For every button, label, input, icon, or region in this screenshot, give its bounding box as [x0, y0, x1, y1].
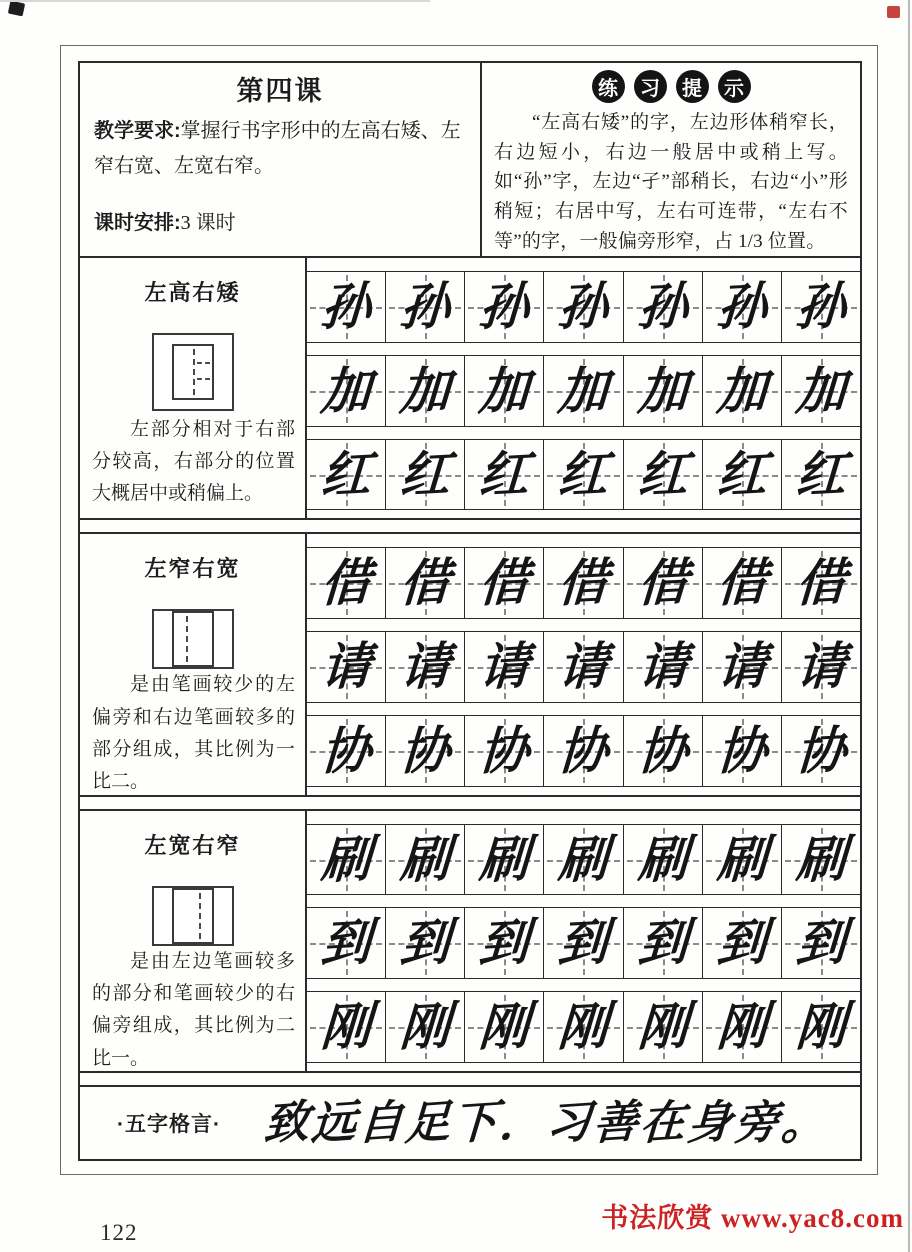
practice-row: [307, 991, 860, 1063]
practice-cell: [544, 632, 623, 702]
practice-cell: [624, 548, 703, 618]
practice-cell: [307, 908, 386, 978]
sample-character: 刚: [715, 997, 769, 1057]
tips-badge: 示: [718, 70, 751, 103]
practice-cell: [703, 632, 782, 702]
sample-character: 刷: [794, 830, 848, 889]
sample-character: 请: [556, 637, 611, 697]
section-label: 左宽右窄: [144, 832, 241, 858]
diagram-tick: [197, 378, 210, 380]
grid-spacer: [307, 534, 860, 547]
sample-character: 协: [715, 721, 769, 781]
practice-section-1: [80, 258, 860, 520]
sample-character: 刚: [319, 997, 373, 1057]
practice-grid: [307, 534, 860, 794]
diagram-inner-box: [172, 344, 214, 400]
sample-character: 协: [477, 721, 531, 781]
sample-character: 孙: [319, 277, 373, 337]
practice-cell: [386, 716, 465, 786]
practice-row: [307, 631, 860, 703]
sample-character: 请: [398, 637, 452, 697]
sample-character: 刷: [477, 830, 531, 889]
section-caption: 左部分相对于右部分较高，右部分的位置大概居中或稍偏上。: [92, 418, 295, 505]
practice-cell: [782, 908, 860, 978]
practice-cell: [624, 632, 703, 702]
maxim-character: 自: [356, 1096, 405, 1150]
practice-cell: [544, 716, 623, 786]
sample-character: 加: [636, 361, 690, 421]
sample-character: 刷: [636, 830, 690, 889]
practice-cell: [624, 825, 703, 895]
sample-character: 加: [556, 361, 611, 421]
maxim-character: 旁: [732, 1096, 781, 1150]
grid-spacer: [307, 811, 860, 824]
practice-row: [307, 907, 860, 979]
practice-cell: [624, 908, 703, 978]
page-number: 122: [100, 1220, 138, 1245]
practice-cell: [703, 908, 782, 978]
maxim-character: 善: [591, 1096, 640, 1150]
sample-character: 刚: [398, 997, 452, 1057]
practice-cell: [624, 356, 703, 426]
lesson-header: [80, 63, 860, 258]
outer-frame: [60, 45, 878, 1175]
sample-character: 到: [398, 914, 452, 973]
sample-character: 到: [556, 914, 611, 973]
sample-character: 请: [715, 637, 769, 697]
practice-cell: [624, 272, 703, 342]
sample-character: 协: [636, 721, 690, 781]
practice-tips-panel: [480, 63, 860, 256]
maxim-calligraphy: [258, 1096, 860, 1150]
practice-grid: [307, 258, 860, 518]
practice-cell: [703, 992, 782, 1062]
practice-cell: [544, 356, 623, 426]
proportion-diagram: [152, 609, 234, 669]
practice-cell: [544, 548, 623, 618]
practice-row: [307, 824, 860, 896]
practice-cell: [307, 440, 386, 510]
practice-cell: [386, 548, 465, 618]
practice-cell: [386, 908, 465, 978]
sample-character: 借: [794, 554, 848, 613]
sample-character: 刚: [556, 997, 611, 1057]
sample-character: 孙: [636, 277, 690, 337]
practice-cell: [465, 992, 544, 1062]
maxim-character: 身: [685, 1096, 734, 1150]
class-schedule-text: 3 课时: [180, 212, 236, 234]
class-schedule-label: 课时安排:: [94, 212, 181, 234]
section-caption: 是由左边笔画较多的部分和笔画较少的右偏旁组成，其比例为二比一。: [92, 950, 295, 1069]
practice-cell: [307, 272, 386, 342]
sample-character: 红: [477, 445, 531, 504]
sample-character: 孙: [556, 277, 611, 337]
grid-spacer: [307, 1063, 860, 1071]
practice-row: [307, 715, 860, 787]
sample-character: 加: [477, 361, 531, 421]
sample-character: 借: [398, 554, 452, 613]
sample-character: 借: [477, 554, 531, 613]
practice-cell: [703, 272, 782, 342]
maxim-character: 下: [450, 1096, 499, 1150]
section-side: [80, 811, 307, 1071]
section-separator: [80, 520, 860, 534]
sample-character: 协: [794, 721, 848, 781]
maxim-character: 在: [638, 1096, 687, 1150]
practice-row: [307, 547, 860, 619]
practice-cell: [307, 548, 386, 618]
section-side: [80, 534, 307, 794]
grid-spacer: [307, 619, 860, 631]
practice-cell: [782, 440, 860, 510]
sample-character: 借: [319, 554, 373, 613]
maxim-character: 远: [309, 1096, 358, 1150]
practice-cell: [624, 440, 703, 510]
sample-character: 到: [319, 914, 373, 973]
grid-spacer: [307, 510, 860, 518]
tips-badge: 练: [592, 70, 625, 103]
practice-cell: [386, 440, 465, 510]
diagram-divider-line: [186, 616, 188, 662]
sample-character: 借: [636, 554, 690, 613]
sample-character: 请: [636, 637, 690, 697]
content-frame: [78, 61, 862, 1161]
practice-grid: [307, 811, 860, 1071]
sample-character: 加: [794, 361, 848, 421]
section-label: 左窄右宽: [144, 556, 241, 582]
sample-character: 孙: [715, 277, 769, 337]
sample-character: 红: [794, 445, 848, 504]
practice-cell: [465, 272, 544, 342]
practice-cell: [386, 272, 465, 342]
practice-cell: [703, 440, 782, 510]
sample-character: 借: [715, 554, 769, 613]
practice-cell: [703, 825, 782, 895]
sample-character: 刚: [794, 997, 848, 1057]
grid-spacer: [307, 427, 860, 439]
section-label: 左高右矮: [144, 280, 241, 306]
sample-character: 红: [636, 445, 690, 504]
grid-spacer: [307, 979, 860, 991]
maxim-character: 致: [262, 1096, 311, 1150]
scan-smudge-topleft: [8, 1, 25, 17]
practice-cell: [624, 716, 703, 786]
practice-cell: [782, 825, 860, 895]
practice-section-2: [80, 534, 860, 796]
sample-character: 到: [477, 914, 531, 973]
sample-character: 协: [398, 721, 452, 781]
practice-cell: [465, 356, 544, 426]
section-side: [80, 258, 307, 518]
sample-character: 加: [398, 361, 452, 421]
teaching-requirements-label: 教学要求:: [94, 120, 181, 142]
practice-cell: [307, 716, 386, 786]
sample-character: 红: [556, 445, 611, 504]
diagram-divider-line: [199, 893, 201, 939]
diagram-inner-box: [172, 611, 214, 667]
sample-character: 协: [556, 721, 611, 781]
sample-character: 刷: [715, 830, 769, 889]
practice-cell: [465, 632, 544, 702]
maxim-character: 。: [779, 1096, 828, 1150]
sample-character: 加: [715, 361, 769, 421]
sample-character: 红: [715, 445, 769, 504]
practice-cell: [307, 825, 386, 895]
tips-text: “左高右矮”的字，左边形体稍窄长，右边短小，右边一般居中或稍上写。如“孙”字，左边“孑”部稍长，右边“小”形稍短；右居中写，左右可连带，“左右不等”的字，一般偏旁形窄，占 1/3 位置。: [494, 112, 848, 252]
sample-character: 加: [319, 361, 373, 421]
diagram-inner-box: [172, 888, 214, 944]
sample-character: 请: [794, 637, 848, 697]
sample-character: 到: [794, 914, 848, 973]
practice-cell: [465, 548, 544, 618]
sample-character: 到: [636, 914, 690, 973]
practice-cell: [544, 825, 623, 895]
practice-cell: [703, 716, 782, 786]
practice-cell: [544, 908, 623, 978]
maxim-character: ．: [497, 1096, 546, 1150]
maxim-character: 习: [544, 1096, 593, 1150]
sample-character: 刷: [556, 830, 611, 889]
practice-cell: [465, 716, 544, 786]
practice-cell: [386, 356, 465, 426]
tips-badge-row: [494, 70, 848, 103]
sample-character: 刷: [319, 830, 373, 889]
lesson-info-panel: [80, 63, 480, 256]
lesson-title: 第四课: [236, 76, 324, 106]
grid-spacer: [307, 343, 860, 355]
practice-row: [307, 271, 860, 343]
watermark: 书法欣赏 www.yac8.com: [601, 1203, 904, 1233]
practice-cell: [307, 356, 386, 426]
practice-cell: [465, 908, 544, 978]
maxim-label: ·五字格言·: [117, 1113, 221, 1137]
sample-character: 刚: [477, 997, 531, 1057]
maxim-character: 足: [403, 1096, 452, 1150]
practice-cell: [386, 825, 465, 895]
grid-spacer: [307, 258, 860, 271]
sample-character: 刷: [398, 830, 452, 889]
practice-cell: [703, 356, 782, 426]
practice-cell: [782, 356, 860, 426]
practice-cell: [544, 992, 623, 1062]
sample-character: 请: [477, 637, 531, 697]
maxim-row: [80, 1087, 860, 1159]
class-schedule: [94, 206, 466, 241]
practice-cell: [465, 440, 544, 510]
scan-edge-line: [908, 0, 910, 1252]
practice-row: [307, 355, 860, 427]
practice-cell: [624, 992, 703, 1062]
proportion-diagram: [152, 333, 234, 411]
practice-cell: [782, 272, 860, 342]
practice-cell: [782, 548, 860, 618]
practice-cell: [386, 992, 465, 1062]
sample-character: 协: [319, 721, 373, 781]
practice-cell: [782, 716, 860, 786]
scan-mark-topright: [887, 6, 900, 18]
sample-character: 红: [398, 445, 452, 504]
sample-character: 孙: [398, 277, 452, 337]
practice-cell: [307, 632, 386, 702]
teaching-requirements-text: 掌握行书字形中的左高右矮、左窄右宽、左宽右窄。: [94, 120, 461, 177]
practice-section-3: [80, 811, 860, 1073]
tips-badge: 提: [676, 70, 709, 103]
section-separator: [80, 797, 860, 811]
practice-cell: [703, 548, 782, 618]
practice-cell: [544, 440, 623, 510]
sample-character: 红: [319, 445, 373, 504]
sample-character: 刚: [636, 997, 690, 1057]
grid-spacer: [307, 895, 860, 907]
tips-badge: 习: [634, 70, 667, 103]
sample-character: 借: [556, 554, 611, 613]
practice-cell: [782, 992, 860, 1062]
sample-character: 到: [715, 914, 769, 973]
practice-cell: [544, 272, 623, 342]
section-separator: [80, 1073, 860, 1087]
practice-cell: [307, 992, 386, 1062]
practice-cell: [465, 825, 544, 895]
grid-spacer: [307, 787, 860, 795]
diagram-tick: [197, 362, 210, 364]
scan-top-line: [0, 0, 430, 2]
practice-cell: [782, 632, 860, 702]
sample-character: 孙: [477, 277, 531, 337]
practice-cell: [386, 632, 465, 702]
diagram-divider-line: [193, 349, 195, 395]
grid-spacer: [307, 703, 860, 715]
section-caption: 是由笔画较少的左偏旁和右边笔画较多的部分组成，其比例为一比二。: [92, 674, 295, 793]
practice-row: [307, 439, 860, 511]
sample-character: 请: [319, 637, 373, 697]
teaching-requirements: [94, 114, 466, 184]
sample-character: 孙: [794, 277, 848, 337]
proportion-diagram: [152, 886, 234, 946]
